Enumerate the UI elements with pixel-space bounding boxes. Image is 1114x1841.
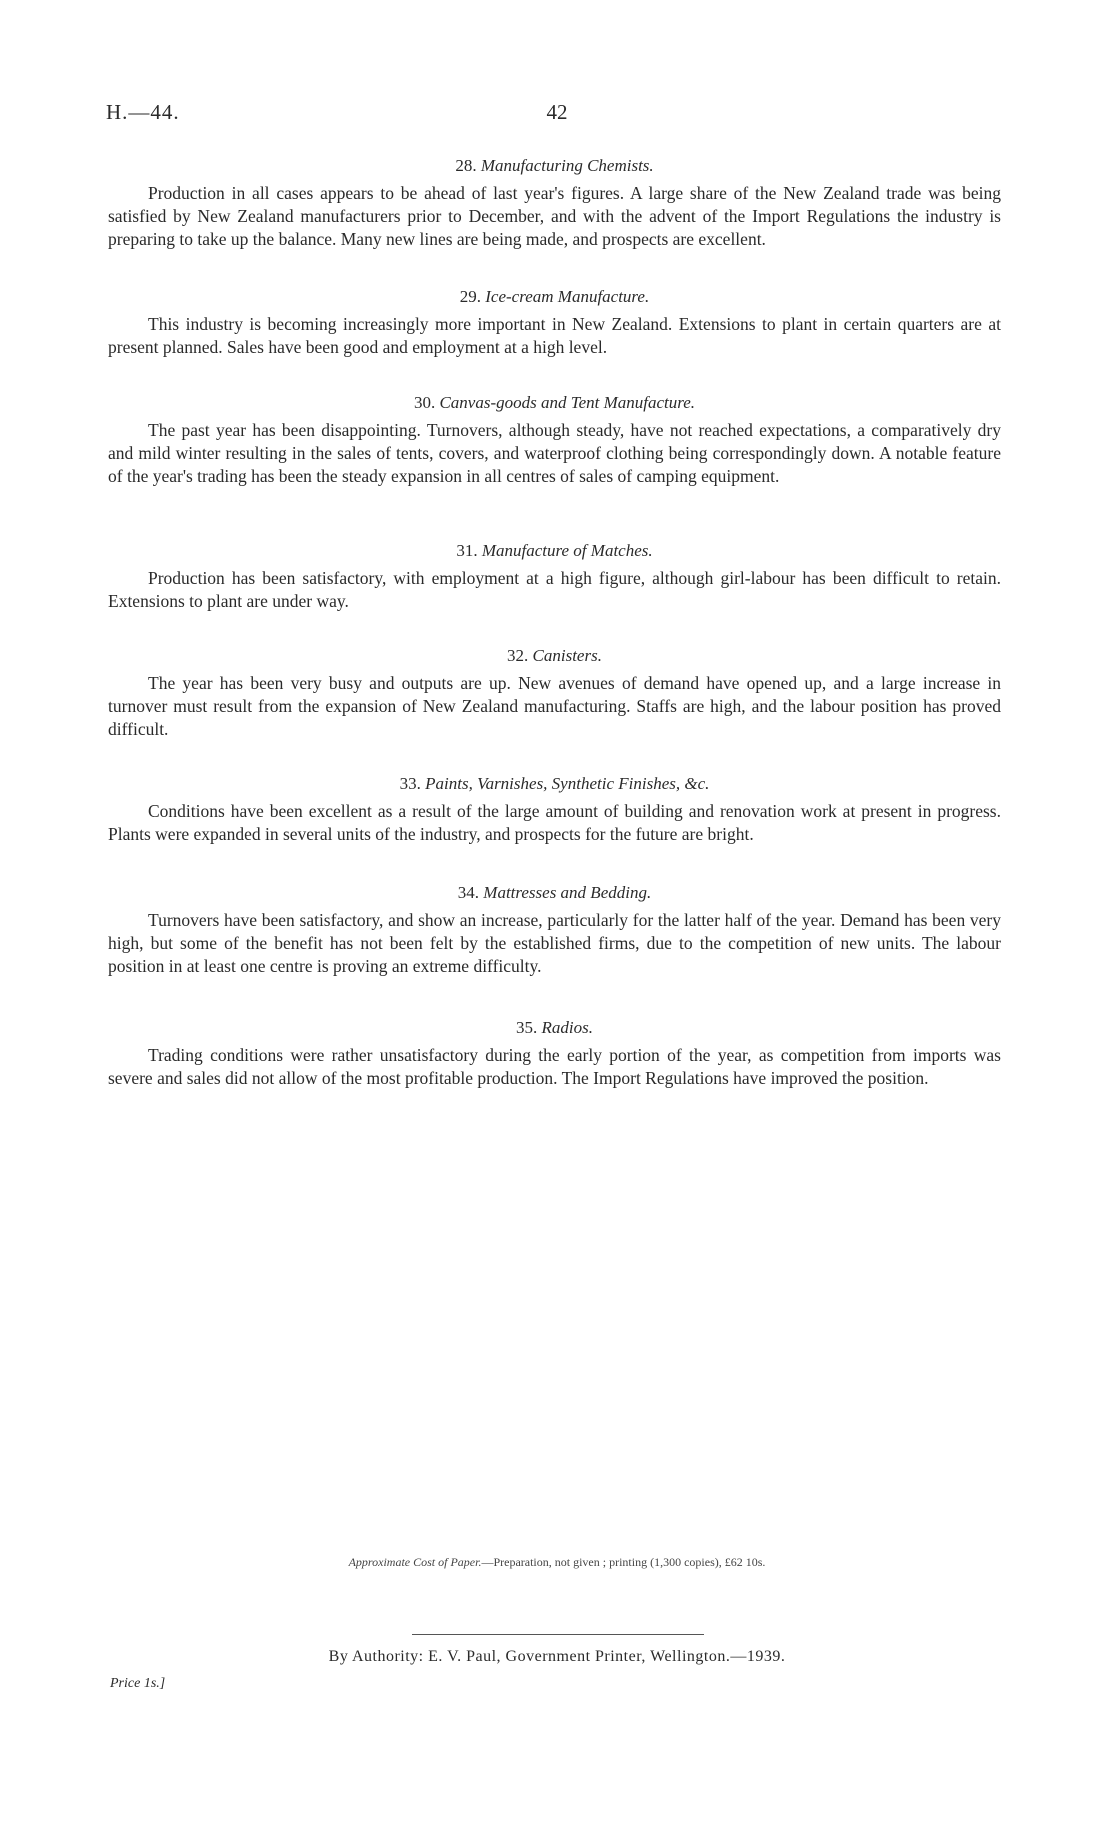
cost-of-paper-note <box>0 1555 1114 1570</box>
section-title: Canvas-goods and Tent Manufacture. <box>439 393 696 412</box>
section-radios <box>108 1018 1001 1090</box>
section-title: Ice-cream Manufacture. <box>485 287 650 306</box>
section-number: 35. <box>516 1018 538 1037</box>
section-ice-cream-manufacture <box>108 287 1001 359</box>
section-number: 28. <box>455 156 477 175</box>
section-paragraph: The past year has been disappointing. Turnovers, although steady, have not reached expectations, a comparatively dry and mild winter resulting in the sales of tents, covers, and waterproof clothing being correspondingly down. A notable feature of the year's trading has been the steady expansion in all centres of sales of camping equipment. <box>108 420 1001 486</box>
section-paragraph: Trading conditions were rather unsatisfactory during the early portion of the year, as competition from imports was severe and sales did not allow of the most profitable production. The Import Regulations have improved the position. <box>108 1045 1001 1088</box>
section-paragraph: Turnovers have been satisfactory, and show an increase, particularly for the latter half of the year. Demand has been very high, but some of the benefit has not been felt by the established firms, due to the competition of new units. The labour position in at least one centre is proving an extreme difficulty. <box>108 910 1001 976</box>
section-heading <box>108 541 1001 561</box>
section-heading <box>108 287 1001 307</box>
printer-authority-line: By Authority: E. V. Paul, Government Printer, Wellington.—1939. <box>328 1648 786 1665</box>
cost-label: Approximate Cost of Paper. <box>348 1555 482 1569</box>
document-reference: H.—44. <box>106 100 180 124</box>
section-title: Radios. <box>541 1018 593 1037</box>
section-canisters <box>108 646 1001 741</box>
section-paragraph: The year has been very busy and outputs are up. New avenues of demand have opened up, and a large increase in turnover must result from the expansion of New Zealand manufacturing. Staffs are high, and the labour position has proved difficult. <box>108 673 1001 739</box>
section-title: Paints, Varnishes, Synthetic Finishes, &c. <box>425 774 710 793</box>
section-title: Manufacturing Chemists. <box>480 156 654 175</box>
section-paints-varnishes <box>108 774 1001 846</box>
section-paragraph: Conditions have been excellent as a result of the large amount of building and renovation work at present in progress. Plants were expanded in several units of the industry, and prospects for the future are bright. <box>108 801 1001 844</box>
section-number: 34. <box>457 883 480 902</box>
section-mattresses-bedding <box>108 883 1001 978</box>
cost-text: —Preparation, not given ; printing (1,300 copies), £62 10s. <box>481 1555 766 1569</box>
section-manufacturing-chemists <box>108 156 1001 251</box>
section-title: Manufacture of Matches. <box>481 541 653 560</box>
price-note: Price 1s.] <box>110 1676 166 1691</box>
section-heading <box>108 646 1001 666</box>
section-title: Mattresses and Bedding. <box>483 883 652 902</box>
section-paragraph: Production has been satisfactory, with employment at a high figure, although girl-labour has been difficult to retain. Extensions to plant are under way. <box>108 568 1001 611</box>
section-manufacture-of-matches <box>108 541 1001 613</box>
section-heading <box>108 883 1001 903</box>
section-paragraph: This industry is becoming increasingly more important in New Zealand. Extensions to plant in certain quarters are at present planned. Sales have been good and employment at a high level. <box>108 314 1001 357</box>
section-canvas-goods <box>108 393 1001 488</box>
section-number: 32. <box>507 646 529 665</box>
section-heading <box>108 393 1001 413</box>
section-number: 33. <box>399 774 421 793</box>
section-heading <box>108 156 1001 176</box>
section-number: 30. <box>413 393 436 412</box>
footer-divider <box>412 1634 704 1635</box>
section-title: Canisters. <box>532 646 602 665</box>
section-heading <box>108 774 1001 794</box>
page-number: 42 <box>546 100 568 124</box>
section-heading <box>108 1018 1001 1038</box>
section-number: 31. <box>456 541 478 560</box>
section-paragraph: Production in all cases appears to be ahead of last year's figures. A large share of the New Zealand trade was being satisfied by New Zealand manufacturers prior to December, and with the advent of the Import Regulations the industry is preparing to take up the balance. Many new lines are being made, and prospects are excellent. <box>108 183 1001 249</box>
section-number: 29. <box>459 287 482 306</box>
